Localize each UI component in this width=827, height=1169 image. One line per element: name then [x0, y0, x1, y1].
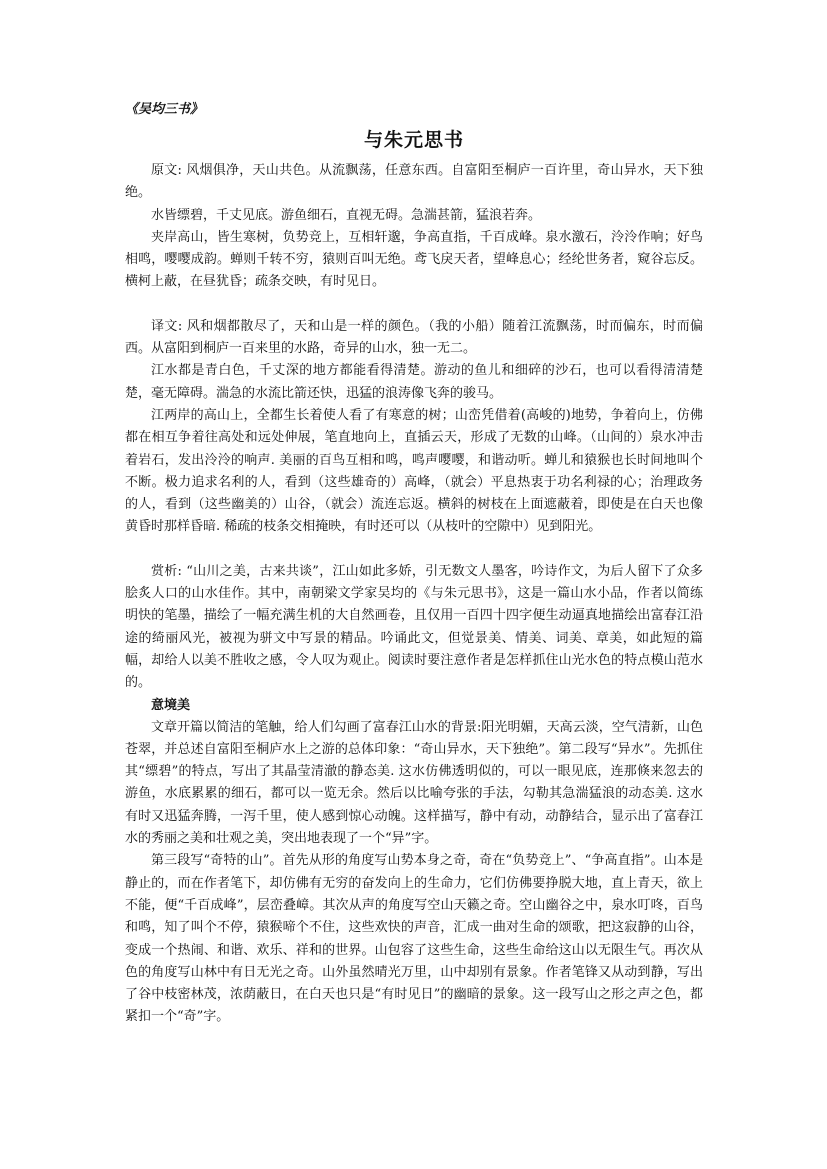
section-gap — [125, 539, 703, 561]
translation-paragraph: 江两岸的高山上，全都生长着使人看了有寒意的树；山峦凭借着(高峻的)地势，争着向上，仿佛都在相互争着往高处和远处伸展，笔直地向上，直插云天，形成了无数的山峰。（山间的）泉水冲击着岩石，发出泠泠的响声. 美丽的百鸟互相和鸣，鸣声嘤嘤，和谐动听。蝉儿和猿猴也长时间地叫个不断。极力追求名利的人，看到（这些雄奇的）高峰，（就会）平息热衷于功名利禄的心；治理政务的人，看到（这些幽美的）山谷，（就会）流连忘返。横斜的树枝在上面遮蔽着，即使是在白天也像黄昏时那样昏暗. 稀疏的枝条交相掩映，有时还可以（从枝叶的空隙中）见到阳光。 — [125, 407, 703, 535]
analysis-paragraph: 文章开篇以简洁的笔触，给人们勾画了富春江山水的背景:阳光明媚，天高云淡，空气清新，山色苍翠，并总述自富阳至桐庐水上之游的总体印象：“奇山异水，天下独绝”。第二段写“异水”。先抓住其“缥碧”的特点，写出了其晶莹清澈的静态美. 这水仿佛透明似的，可以一眼见底，连那倏来忽去的游鱼，水底累累的细石，都可以一览无余。然后以比喻夸张的手法，勾勒其急湍猛浪的动态美. 这水有时又迅猛奔腾，一泻千里，使人感到惊心动魄。这样描写，静中有动，动静结合，显示出了富春江水的秀丽之美和壮观之美，突出地表现了一个“异”字。 — [125, 719, 703, 847]
translation-section — [125, 316, 703, 539]
analysis-paragraph: 第三段写“奇特的山”。首先从形的角度写山势本身之奇，奇在“负势竞上”、“争高直指”。山本是静止的，而在作者笔下，却仿佛有无穷的奋发向上的生命力，它们仿佛要挣脱大地，直上青天，欲上不能，便“千百成峰”，层峦叠嶂。其次从声的角度写空山天籁之奇。空山幽谷之中，泉水叮咚，百鸟和鸣，知了叫个不停，猿猴啼个不住，这些欢快的声音，汇成一曲对生命的颂歌，把这寂静的山谷，变成一个热闹、和谐、欢乐、祥和的世界。山包容了这些生命，这些生命给这山以无限生气。再次从色的角度写山林中有日无光之奇。山外虽然晴光万里，山中却别有景象。作者笔锋又从动到静，写出了谷中枝密林茂，浓荫蔽日，在白天也只是“有时见日”的幽暗的景象。这一段写山之形之声之色，都紧扣一个“奇”字。 — [125, 853, 703, 1025]
appreciation-section — [125, 561, 703, 1029]
collection-header: 《吴均三书》 — [125, 102, 204, 117]
subheading: 意境美 — [151, 697, 191, 713]
translation-paragraph: 江水都是青白色，千丈深的地方都能看得清楚。游动的鱼儿和细碎的沙石，也可以看得清清楚楚，毫无障碍。湍急的水流比箭还快，迅猛的浪涛像飞奔的骏马。 — [125, 363, 703, 401]
essay-title: 与朱元思书 — [363, 129, 464, 151]
document-page — [125, 98, 703, 1029]
translation-paragraph: 译文: 风和烟都散尽了，天和山是一样的颜色。（我的小船）随着江流飘荡，时而偏东，时而偏西。从富阳到桐庐一百来里的水路，奇异的山水，独一无二。 — [125, 318, 703, 357]
appreciation-paragraph: 赏析: “山川之美，古来共谈”，江山如此多娇，引无数文人墨客，吟诗作文，为后人留下了众多脍炙人口的山水佳作。其中，南朝梁文学家吴均的《与朱元思书》，这是一篇山水小品，作者以简练明快的笔墨，描绘了一幅充满生机的大自然画卷，且仅用一百四十四字便生动逼真地描绘出富春江沿途的绮丽风光，被视为骈文中写景的精品。吟诵此文，但觉景美、情美、词美、章美，如此短的篇幅，却给人以美不胜收之感，令人叹为观止。阅读时要注意作者是怎样抓住山光水色的特点模山范水的。 — [125, 563, 703, 691]
original-paragraph: 水皆缥碧，千丈见底。游鱼细石，直视无碍。急湍甚箭，猛浪若奔。 — [151, 207, 542, 223]
section-gap — [125, 294, 703, 316]
original-text-section — [125, 160, 703, 294]
original-paragraph: 夹岸高山，皆生寒树，负势竞上，互相轩邈，争高直指，千百成峰。泉水激石，泠泠作响；好鸟相鸣，嘤嘤成韵。蝉则千转不穷，猿则百叫无绝。鸢飞戾天者，望峰息心；经纶世务者，窥谷忘反。横柯上蔽，在昼犹昏；疏条交映，有时见日。 — [125, 229, 703, 290]
original-paragraph: 原文: 风烟俱净，天山共色。从流飘荡，任意东西。自富阳至桐庐一百许里，奇山异水，天下独绝。 — [125, 163, 703, 201]
